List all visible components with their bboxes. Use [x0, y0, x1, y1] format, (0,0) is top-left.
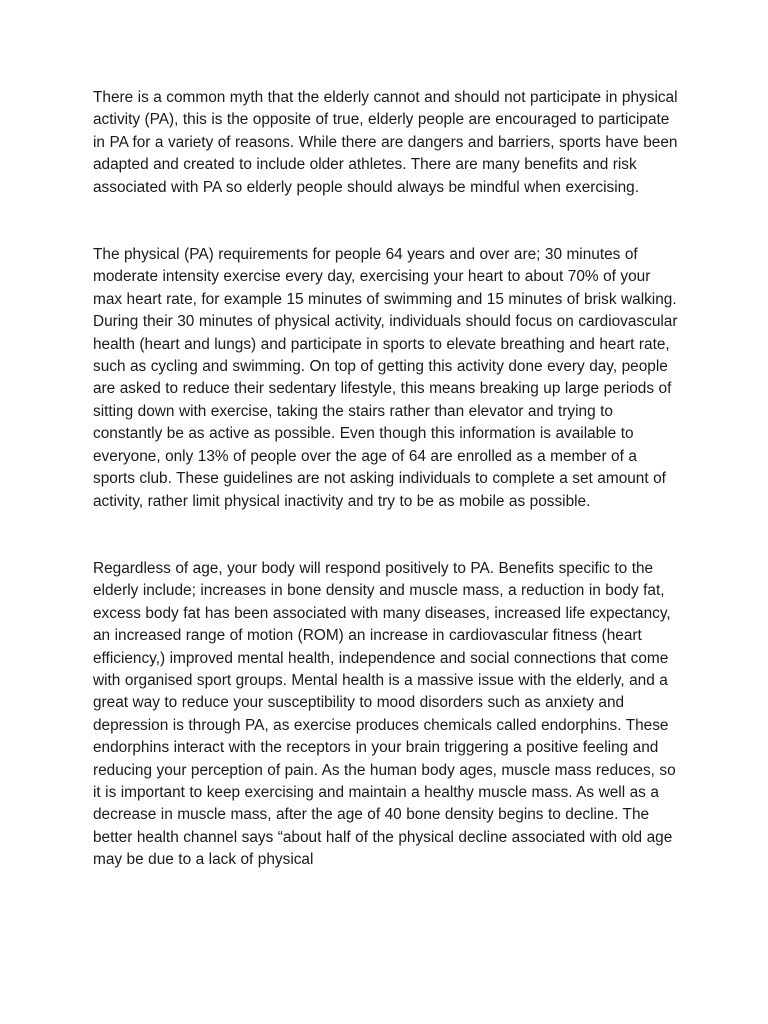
paragraph-requirements: The physical (PA) requirements for people 64 years and over are; 30 minutes of moderate intensity exercise every day, exercising your heart to about 70% of your max heart rate, for example 15 minutes of swimming and 15 minutes of brisk walking. During their 30 minutes of physical activity, individuals should focus on cardiovascular health (heart and lungs) and participate in sports to elevate breathing and heart rate, such as cycling and swimming. On top of getting this activity done every day, people are asked to reduce their sedentary lifestyle, this means breaking up large periods of sitting down with exercise, taking the stairs rather than elevator and trying to constantly be as active as possible. Even though this information is available to everyone, only 13% of people over the age of 64 are enrolled as a member of a sports club. These guidelines are not asking individuals to complete a set amount of activity, rather limit physical inactivity and try to be as mobile as possible. [93, 246, 678, 510]
paragraph-benefits: Regardless of age, your body will respond positively to PA. Benefits specific to the elderly include; increases in bone density and muscle mass, a reduction in body fat, excess body fat has been associated with many diseases, increased life expectancy, an increased range of motion (ROM) an increase in cardiovascular fitness (heart efficiency,) improved mental health, independence and social connections that come with organised sport groups. Mental health is a massive issue with the elderly, and a great way to reduce your susceptibility to mood disorders such as anxiety and depression is through PA, as exercise produces chemicals called endorphins. These endorphins interact with the receptors in your brain triggering a positive feeling and reducing your perception of pain. As the human body ages, muscle mass reduces, so it is important to keep exercising and maintain a healthy muscle mass. As well as a decrease in muscle mass, after the age of 40 bone density begins to decline. The better health channel says “about half of the physical decline associated with old age may be due to a lack of physical [93, 559, 676, 869]
paragraph-intro: There is a common myth that the elderly cannot and should not participate in physical activity (PA), this is the opposite of true, elderly people are encouraged to participate in PA for a variety of reasons. While there are dangers and barriers, sports have been adapted and created to include older athletes. There are many benefits and risk associated with PA so elderly people should always be mindful when exercising. [93, 89, 678, 196]
